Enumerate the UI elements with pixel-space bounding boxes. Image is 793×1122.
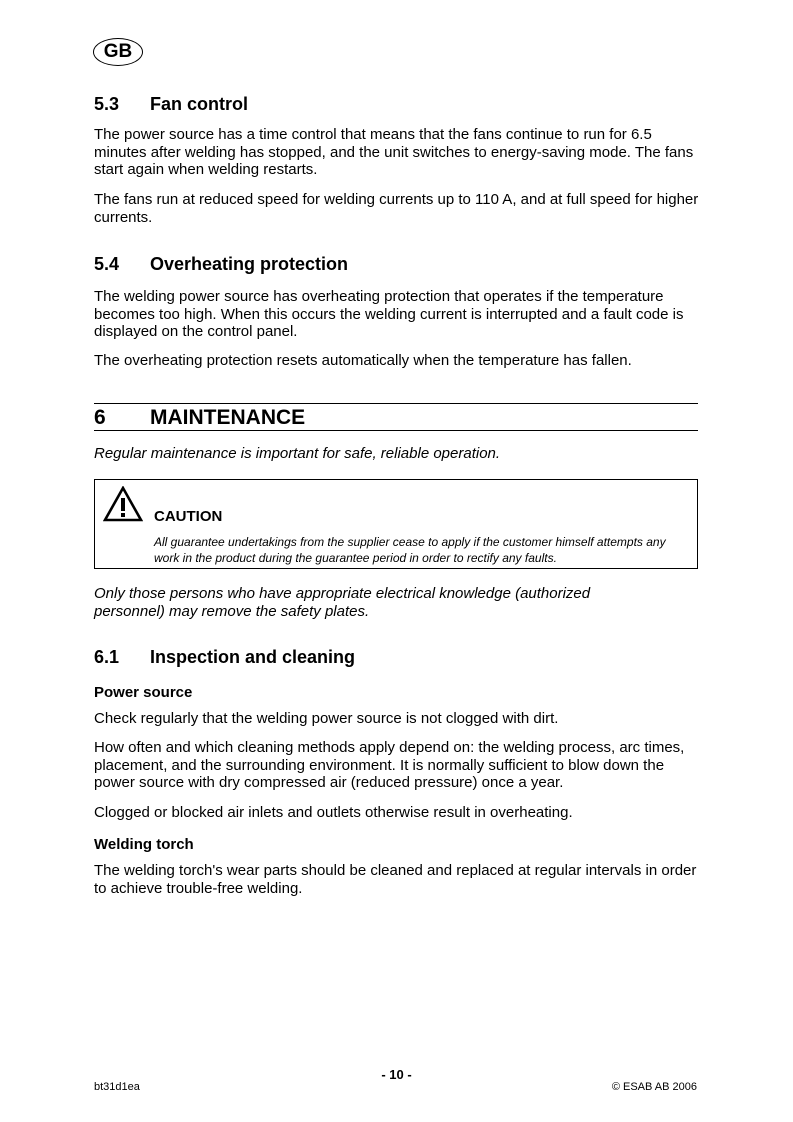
section-number: 6.1 (94, 647, 120, 667)
section-5-4-heading (94, 253, 348, 275)
section-number: 5.3 (94, 94, 120, 114)
caution-title: CAUTION (154, 508, 223, 525)
paragraph: The power source has a time control that means that the fans continue to run for 6.5 minutes after welding has stopped, and the unit switches to energy-saving mode. The fans start again when welding restarts. (94, 126, 694, 179)
warning-triangle-icon (103, 486, 143, 522)
chapter-intro: Regular maintenance is important for safe, reliable operation. (94, 445, 501, 462)
paragraph: The welding torch's wear parts should be cleaned and replaced at regular intervals in order to achieve trouble-free welding. (94, 862, 697, 897)
safety-note: Only those persons who have appropriate electrical knowledge (authorized personnel) may remove the safety plates. (94, 585, 591, 620)
heading-rule-top (94, 403, 698, 404)
page-number: - 10 - (381, 1067, 412, 1082)
paragraph: The overheating protection resets automatically when the temperature has fallen. (94, 352, 632, 369)
language-badge: GB (93, 38, 143, 66)
heading-rule-bottom (94, 430, 698, 431)
section-title: Overheating protection (150, 254, 349, 274)
section-title: Fan control (150, 94, 248, 114)
paragraph: Check regularly that the welding power source is not clogged with dirt. (94, 710, 559, 727)
section-title: Inspection and cleaning (150, 647, 356, 667)
chapter-6-heading (94, 406, 305, 430)
power-source-heading: Power source (94, 684, 193, 701)
section-6-1-heading (94, 646, 355, 668)
chapter-number: 6 (94, 406, 106, 429)
welding-torch-heading: Welding torch (94, 836, 194, 853)
section-number: 5.4 (94, 254, 120, 274)
paragraph: The welding power source has overheating protection that operates if the temperature becomes too high. When this occurs the welding current is interrupted and a fault code is displayed on the control panel. (94, 288, 684, 341)
section-5-3-heading (94, 93, 248, 115)
chapter-title: MAINTENANCE (150, 406, 306, 429)
document-code: bt31d1ea (94, 1081, 140, 1093)
caution-text: All guarantee undertakings from the supplier cease to apply if the customer himself attempts any work in the product during the guarantee period in order to rectify any faults. (154, 535, 666, 565)
paragraph: How often and which cleaning methods apply depend on: the welding process, arc times, placement, and the surrounding environment. It is normally sufficient to blow down the power source with dry compressed air (reduced pressure) once a year. (94, 739, 685, 792)
paragraph: Clogged or blocked air inlets and outlets otherwise result in overheating. (94, 804, 573, 821)
paragraph: The fans run at reduced speed for welding currents up to 110 A, and at full speed for higher currents. (94, 191, 699, 226)
copyright: © ESAB AB 2006 (611, 1081, 697, 1093)
